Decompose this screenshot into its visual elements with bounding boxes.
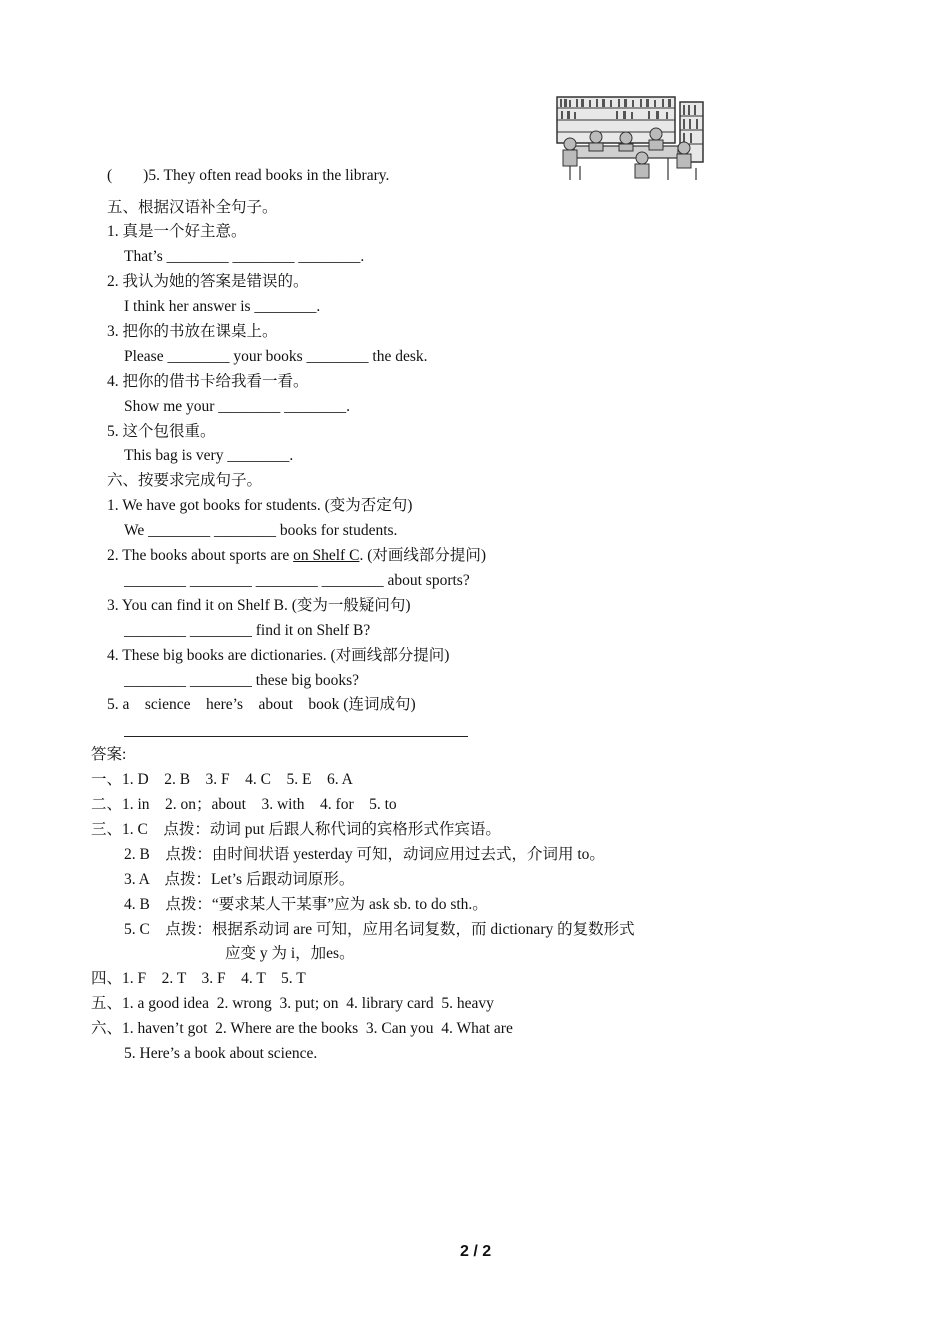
answers-line-9: 四、1. F 2. T 3. F 4. T 5. T <box>91 970 306 987</box>
answers-line-1: 一、1. D 2. B 3. F 4. C 5. E 6. A <box>91 771 353 788</box>
answers-line-5: 3. A 点拨：Let’s 后跟动词原形。 <box>124 871 355 888</box>
sec6-a3: ________ ________ find it on Shelf B? <box>124 622 371 639</box>
answers-line-7: 5. C 点拨：根据系动词 are 可知，应用名词复数，而 dictionary 的复数形式 <box>124 921 635 938</box>
sec6-a1: We ________ ________ books for students. <box>124 522 398 539</box>
answers-line-10: 五、1. a good idea 2. wrong 3. put; on 4. library card 5. heavy <box>91 995 494 1012</box>
sec5-item-2-en: I think her answer is ________. <box>124 298 321 315</box>
q4-item-5: ( )5. They often read books in the library. <box>107 167 390 184</box>
answers-line-11: 六、1. haven’t got 2. Where are the books 3. Can you 4. What are <box>91 1020 513 1037</box>
sec6-a4: ________ ________ these big books? <box>124 672 360 689</box>
sec5-item-4-cn: 4. 把你的借书卡给我看一看。 <box>107 373 309 390</box>
library-reading-illustration <box>556 96 704 182</box>
answers-line-8: 应变 y 为 i，加es。 <box>225 945 355 962</box>
answers-line-12: 5. Here’s a book about science. <box>124 1045 318 1062</box>
sec5-item-5-en: This bag is very ________. <box>124 447 294 464</box>
answers-line-3: 三、1. C 点拨：动词 put 后跟人称代词的宾格形式作宾语。 <box>91 821 501 838</box>
sec5-item-3-en: Please ________ your books ________ the desk. <box>124 348 428 365</box>
answer-line <box>124 736 468 737</box>
answers-title: 答案: <box>91 746 127 763</box>
sec5-item-1-cn: 1. 真是一个好主意。 <box>107 223 247 240</box>
sec5-item-2-cn: 2. 我认为她的答案是错误的。 <box>107 273 309 290</box>
answers-line-2: 二、1. in 2. on；about 3. with 4. for 5. to <box>91 796 397 813</box>
sec6-a2: ________ ________ ________ ________ about sports? <box>124 572 470 589</box>
sec6-q2-post: . (对画线部分提问) <box>359 547 487 564</box>
page-number: 2 / 2 <box>460 1243 492 1260</box>
sec5-item-5-cn: 5. 这个包很重。 <box>107 423 216 440</box>
answers-line-4: 2. B 点拨：由时间状语 yesterday 可知，动词应用过去式，介词用 to。 <box>124 846 605 863</box>
section-6-title: 六、按要求完成句子。 <box>107 472 263 489</box>
sec6-q4: 4. These big books are dictionaries. (对画线部分提问) <box>107 647 450 664</box>
sec6-q5: 5. a science here’s about book (连词成句) <box>107 696 416 713</box>
sec5-item-1-en: That’s ________ ________ ________. <box>124 248 365 265</box>
sec5-item-4-en: Show me your ________ ________. <box>124 398 351 415</box>
section-5-title: 五、根据汉语补全句子。 <box>107 199 278 216</box>
sec6-q2-pre: 2. The books about sports are <box>107 547 294 564</box>
sec6-q2 <box>107 546 486 566</box>
sec5-item-3-cn: 3. 把你的书放在课桌上。 <box>107 323 278 340</box>
sec6-q2-underlined: on Shelf C <box>293 547 360 564</box>
answers-line-6: 4. B 点拨：“要求某人干某事”应为 ask sb. to do sth.。 <box>124 896 488 913</box>
sec6-q1: 1. We have got books for students. (变为否定句) <box>107 497 413 514</box>
sec6-q3: 3. You can find it on Shelf B. (变为一般疑问句) <box>107 597 411 614</box>
